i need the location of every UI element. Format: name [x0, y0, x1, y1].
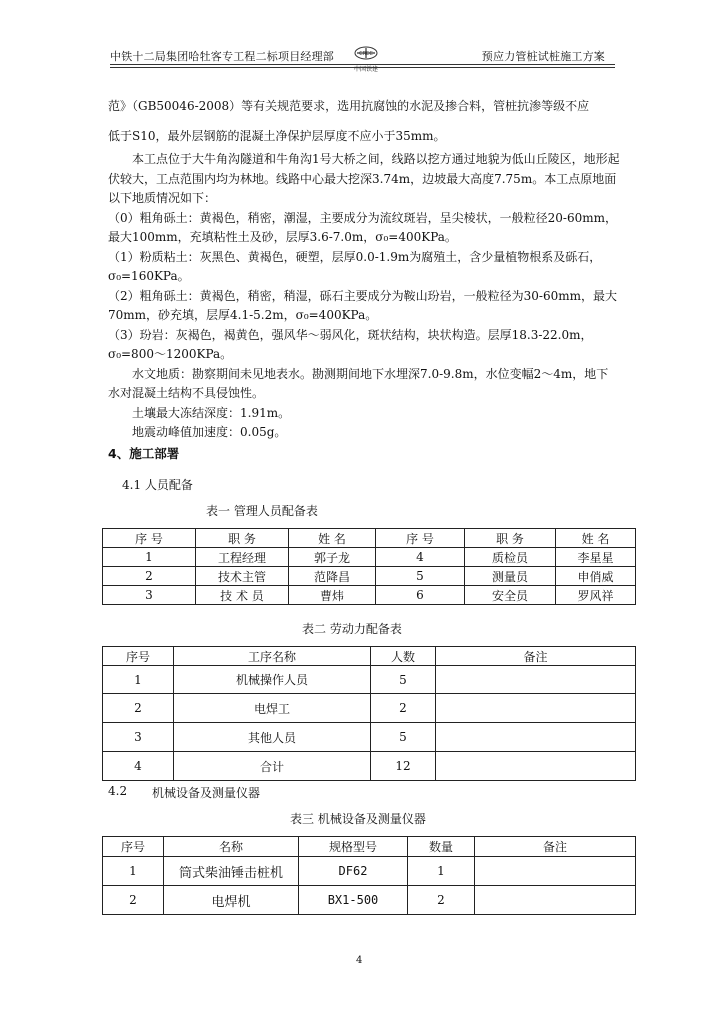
table3-header-cell: 规格型号 — [299, 837, 408, 857]
table-cell: 筒式柴油锤击桩机 — [164, 857, 299, 886]
page-number: 4 — [356, 955, 363, 966]
table-cell — [436, 752, 636, 781]
p4: （1）粉质粘土：灰黑色、黄褐色，硬塑，层厚0.0-1.9m为腐殖土，含少量植物根系及砾石，σ₀=160KPa。 — [108, 249, 602, 283]
table-cell: 1 — [103, 548, 196, 567]
table1-header-cell: 职 务 — [196, 529, 289, 548]
p8: 土壤最大冻结深度：1.91m。 — [132, 405, 291, 420]
table-cell: 6 — [376, 586, 465, 605]
table-row — [103, 666, 636, 694]
table-row — [103, 548, 636, 567]
table3-header-cell: 序号 — [103, 837, 164, 857]
p6: （3）玢岩：灰褐色，褐黄色，强风华～弱风化，斑状结构，块状构造。层厚18.3-22.0m，σ₀=800～1200KPa。 — [108, 327, 593, 361]
table-cell — [436, 723, 636, 752]
table-cell: 4 — [103, 752, 174, 781]
table-cell: 其他人员 — [174, 723, 371, 752]
table-row — [103, 723, 636, 752]
table-cell: 测量员 — [465, 567, 556, 586]
table2-header-cell: 人数 — [371, 647, 436, 666]
table1 — [102, 528, 636, 605]
header-rule — [110, 64, 615, 65]
table-cell: 电焊工 — [174, 694, 371, 723]
header-right-text: 预应力管桩试桩施工方案 — [481, 50, 605, 63]
table-cell — [475, 886, 636, 915]
geology-section — [108, 150, 620, 443]
table-cell: 3 — [103, 586, 196, 605]
section-4-2-title: 机械设备及测量仪器 — [152, 786, 261, 800]
table-cell — [475, 857, 636, 886]
table-cell: 5 — [371, 723, 436, 752]
table-cell: 工程经理 — [196, 548, 289, 567]
section-4-heading: 4、施工部署 — [108, 446, 180, 461]
table1-header-cell: 序 号 — [376, 529, 465, 548]
table-cell: 5 — [376, 567, 465, 586]
table-cell: 4 — [376, 548, 465, 567]
p2: 本工点位于大牛角沟隧道和牛角沟1号大桥之间，线路以挖方通过地貌为低山丘陵区，地形起伏较大，工点范围内均为林地。线路中心最大挖深3.74m，边坡最大高度7.75m。本工点原地面以下地质情况如下： — [108, 152, 620, 205]
table-cell: DF62 — [299, 857, 408, 886]
table1-caption: 表一 管理人员配备表 — [206, 504, 318, 518]
table-cell: 5 — [371, 666, 436, 694]
header-left-text: 中铁十二局集团哈牡客专工程二标项目经理部 — [110, 50, 334, 63]
table-cell: 质检员 — [465, 548, 556, 567]
table3 — [102, 836, 636, 915]
table2-header-row — [103, 647, 636, 666]
table3-header-row — [103, 837, 636, 857]
p3: （0）粗角砾土：黄褐色，稍密，潮湿，主要成分为流纹斑岩，呈尖棱状，一般粒径20-60mm，最大100mm，充填粘性土及砂，层厚3.6-7.0m，σ₀=400KPa。 — [108, 210, 617, 244]
header-rule-2 — [110, 67, 615, 68]
table-cell: 曹炜 — [289, 586, 376, 605]
table2 — [102, 646, 636, 781]
table-row — [103, 586, 636, 605]
table-cell — [436, 694, 636, 723]
table-cell: 安全员 — [465, 586, 556, 605]
table3-header-cell: 名称 — [164, 837, 299, 857]
table-cell: 2 — [103, 694, 174, 723]
table3-header-cell: 备注 — [475, 837, 636, 857]
table2-header-cell: 序号 — [103, 647, 174, 666]
table-cell: 技 术 员 — [196, 586, 289, 605]
table-cell: 2 — [103, 886, 164, 915]
page-header — [110, 44, 615, 74]
table-cell: 机械操作人员 — [174, 666, 371, 694]
table-cell: 李星星 — [556, 548, 636, 567]
p9: 地震动峰值加速度：0.05g。 — [132, 425, 287, 439]
table-row — [103, 567, 636, 586]
logo-text: 中国铁建 — [353, 66, 379, 73]
table-row — [103, 857, 636, 886]
table2-header-cell: 工序名称 — [174, 647, 371, 666]
company-logo-icon — [346, 44, 386, 74]
section-4-2-number: 4.2 — [108, 784, 128, 798]
table-cell: 2 — [103, 567, 196, 586]
table-cell: 2 — [408, 886, 475, 915]
table-cell: 1 — [103, 857, 164, 886]
table-row — [103, 886, 636, 915]
table1-header-cell: 姓 名 — [556, 529, 636, 548]
table-row — [103, 752, 636, 781]
table-row — [103, 694, 636, 723]
table3-caption: 表三 机械设备及测量仪器 — [290, 812, 426, 826]
paragraph-continued — [108, 95, 620, 147]
table-cell: 1 — [103, 666, 174, 694]
table-cell: 申俏威 — [556, 567, 636, 586]
table3-header-cell: 数量 — [408, 837, 475, 857]
p7: 水文地质：勘察期间未见地表水。勘测期间地下水埋深7.0-9.8m，水位变幅2～4m，地下水对混凝土结构不具侵蚀性。 — [108, 366, 609, 400]
table-cell: 范降昌 — [289, 567, 376, 586]
table1-header-cell: 姓 名 — [289, 529, 376, 548]
table-cell: 技术主管 — [196, 567, 289, 586]
table-cell: 2 — [371, 694, 436, 723]
table1-header-cell: 序 号 — [103, 529, 196, 548]
p1-line1: 范》（GB50046-2008）等有关规范要求，选用抗腐蚀的水泥及掺合料，管桩抗渗等级不应 — [108, 99, 590, 113]
table-cell: 12 — [371, 752, 436, 781]
table2-caption: 表二 劳动力配备表 — [302, 622, 402, 636]
table-cell: 电焊机 — [164, 886, 299, 915]
table1-header-row — [103, 529, 636, 548]
table1-header-cell: 职 务 — [465, 529, 556, 548]
p5: （2）粗角砾土：黄褐色，稍密，稍湿，砾石主要成分为鞍山玢岩，一般粒径为30-60mm，最大70mm，砂充填，层厚4.1-5.2m，σ₀=400KPa。 — [108, 288, 617, 322]
p1-line2: 低于S10，最外层钢筋的混凝土净保护层厚度不应小于35mm。 — [108, 129, 446, 143]
table-cell: 郭子龙 — [289, 548, 376, 567]
table-cell: BX1-500 — [299, 886, 408, 915]
table-cell: 罗风祥 — [556, 586, 636, 605]
table-cell: 3 — [103, 723, 174, 752]
table-cell — [436, 666, 636, 694]
table-cell: 1 — [408, 857, 475, 886]
section-4-1: 4.1 人员配备 — [122, 478, 193, 492]
table2-header-cell: 备注 — [436, 647, 636, 666]
svg-text:CRCC: CRCC — [359, 51, 373, 57]
table-cell: 合计 — [174, 752, 371, 781]
